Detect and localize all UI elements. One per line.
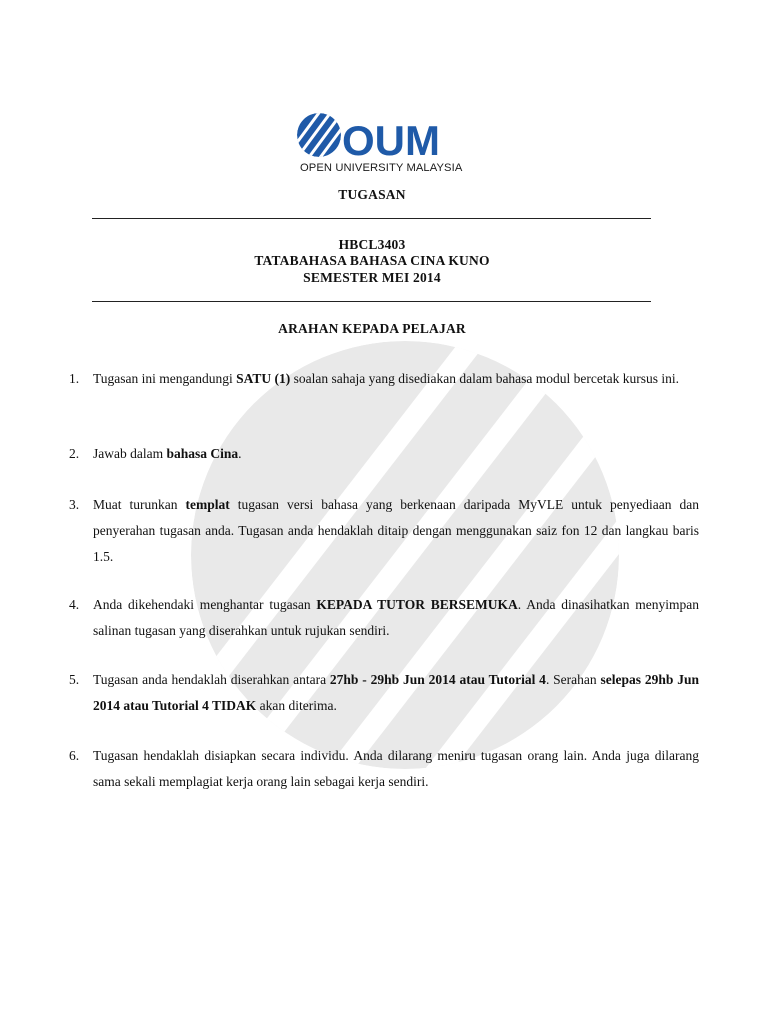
course-code: HBCL3403 bbox=[338, 237, 406, 252]
instructions-title: ARAHAN KEPADA PELAJAR bbox=[278, 321, 466, 336]
instruction-item-4 bbox=[69, 592, 699, 644]
item-number: 5. bbox=[69, 672, 80, 687]
oum-emblem-icon bbox=[296, 112, 472, 162]
course-name: TATABAHASA BAHASA CINA KUNO bbox=[254, 253, 490, 268]
oum-abbr: OUM bbox=[342, 117, 440, 162]
item-text: Tugasan anda hendaklah diserahkan antara 27hb - 29hb Jun 2014 atau Tutorial 4. Serahan selepas 29hb Jun 2014 atau Tutorial 4 TIDAK akan diterima. bbox=[93, 672, 699, 713]
item-text: Anda dikehendaki menghantar tugasan KEPADA TUTOR BERSEMUKA. Anda dinasihatkan menyimpan salinan tugasan yang diserahkan untuk rujukan sendiri. bbox=[93, 597, 699, 638]
instruction-item-5 bbox=[69, 667, 699, 719]
item-text: Muat turunkan templat tugasan versi bahasa yang berkenaan daripada MyVLE untuk penyediaan dan penyerahan tugasan anda. Tugasan anda hendaklah ditaip dengan menggunakan saiz fon 12 dan langkau baris 1.5. bbox=[93, 497, 699, 564]
instruction-item-3 bbox=[69, 492, 699, 570]
oum-logo bbox=[296, 112, 472, 178]
top-divider bbox=[92, 218, 651, 219]
item-number: 2. bbox=[69, 446, 80, 461]
item-text: Tugasan hendaklah disiapkan secara individu. Anda dilarang meniru tugasan orang lain. Anda juga dilarang sama sekali memplagiat kerja orang lain sebagai kerja sendiri. bbox=[93, 748, 699, 789]
university-name: OPEN UNIVERSITY MALAYSIA bbox=[300, 162, 463, 174]
instruction-item-2 bbox=[69, 441, 699, 467]
item-number: 6. bbox=[69, 748, 80, 763]
item-number: 3. bbox=[69, 497, 80, 512]
bottom-divider bbox=[92, 301, 651, 302]
item-number: 1. bbox=[69, 371, 80, 386]
instruction-item-1 bbox=[69, 366, 699, 392]
item-text: Jawab dalam bahasa Cina. bbox=[93, 446, 242, 461]
item-text: Tugasan ini mengandungi SATU (1) soalan sahaja yang disediakan dalam bahasa modul bercetak kursus ini. bbox=[93, 371, 680, 386]
instruction-item-6 bbox=[69, 743, 699, 795]
doc-type: TUGASAN bbox=[338, 187, 406, 202]
item-number: 4. bbox=[69, 597, 80, 612]
semester: SEMESTER MEI 2014 bbox=[303, 270, 441, 285]
